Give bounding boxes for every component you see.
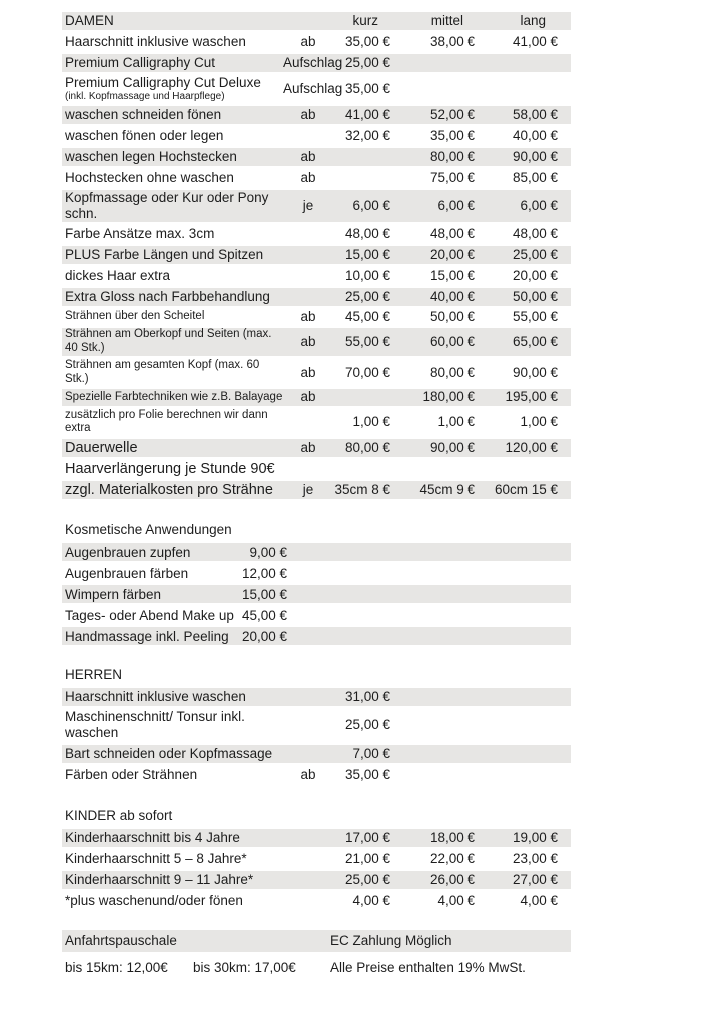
price-lang: 41,00 € <box>512 33 558 49</box>
price-kurz: 41,00 € <box>344 106 390 122</box>
price-qualifier: ab <box>300 106 316 122</box>
price-mittel: 20,00 € <box>429 246 475 262</box>
price-kurz: 35,00 € <box>344 80 390 96</box>
price-row <box>62 359 571 390</box>
price-qualifier: ab <box>300 169 316 185</box>
price-mittel: 6,00 € <box>437 197 475 213</box>
service-label: Maschinenschnitt/ Tonsur inkl. waschen <box>65 709 245 741</box>
price: 15,00 € <box>241 586 287 602</box>
service-label: Kinderhaarschnitt bis 4 Jahre <box>65 829 240 845</box>
price-lang: 85,00 € <box>512 169 558 185</box>
price-kurz: 10,00 € <box>344 267 390 283</box>
price-lang: 25,00 € <box>512 246 558 262</box>
price-lang: 20,00 € <box>512 267 558 283</box>
price-lang: 120,00 € <box>505 440 558 456</box>
service-label: waschen schneiden fönen <box>65 106 222 122</box>
price-row <box>62 309 571 328</box>
price-mittel: 50,00 € <box>429 309 475 325</box>
footer-header-row <box>62 930 571 955</box>
price-qualifier: Aufschlag <box>283 54 343 70</box>
price-mittel: 60,00 € <box>429 333 475 349</box>
price-qualifier: ab <box>300 148 316 164</box>
service-label: Farbe Ansätze max. 3cm <box>65 225 215 241</box>
price-row <box>62 766 571 787</box>
price-row <box>62 564 571 585</box>
section-title-herren: HERREN <box>65 667 123 683</box>
service-label: Strähnen über den Scheitel <box>65 310 205 323</box>
damen-header-row <box>62 12 571 33</box>
price-row <box>62 409 571 440</box>
kosmetik-rows <box>62 543 571 648</box>
price-row <box>62 829 571 850</box>
vat-note: Alle Preise enthalten 19% MwSt. <box>330 960 526 976</box>
price-row <box>62 606 571 627</box>
price-row <box>62 328 571 359</box>
service-label: dickes Haar extra <box>65 267 171 283</box>
price-row <box>62 543 571 564</box>
price-kurz: 1,00 € <box>352 414 390 430</box>
service-label: Haarschnitt inklusive waschen <box>65 33 246 49</box>
service-label-main: Premium Calligraphy Cut Deluxe <box>65 75 261 90</box>
price-kurz: 35cm 8 € <box>334 482 390 498</box>
price: 45,00 € <box>241 607 287 623</box>
price-row <box>62 627 571 648</box>
service-label: Färben oder Strähnen <box>65 766 198 782</box>
service-label: Tages- oder Abend Make up <box>65 607 234 623</box>
price-row <box>62 288 571 309</box>
service-label: Wimpern färben <box>65 586 162 602</box>
price-kurz: 48,00 € <box>344 225 390 241</box>
price-kurz: 31,00 € <box>344 689 390 705</box>
price-kurz: 15,00 € <box>344 246 390 262</box>
kinder-section <box>62 805 571 913</box>
price: 20,00 € <box>241 628 287 644</box>
price-kurz: 35,00 € <box>344 766 390 782</box>
section-title-kosmetik: Kosmetische Anwendungen <box>65 522 232 538</box>
price-lang: 6,00 € <box>520 197 558 213</box>
price-row <box>62 688 571 709</box>
price-kurz: 7,00 € <box>352 745 390 761</box>
footer-note-row <box>62 955 571 981</box>
price-kurz: 32,00 € <box>344 127 390 143</box>
col-header-mittel: mittel <box>430 12 463 28</box>
price-qualifier: Aufschlag <box>283 80 343 96</box>
service-label: Handmassage inkl. Peeling <box>65 628 229 644</box>
price-lang: 60cm 15 € <box>494 482 558 498</box>
service-label: Dauerwelle <box>65 439 138 456</box>
herren-rows <box>62 688 571 786</box>
travel-zone-a: bis 15km: 12,00€ <box>65 960 168 976</box>
service-label: PLUS Farbe Längen und Spitzen <box>65 246 264 262</box>
price-row <box>62 871 571 892</box>
price-row <box>62 709 571 744</box>
price-lang: 48,00 € <box>512 225 558 241</box>
ec-payment-label: EC Zahlung Möglich <box>330 933 452 949</box>
herren-section <box>62 664 571 786</box>
price-kurz: 17,00 € <box>344 829 390 845</box>
price-kurz: 35,00 € <box>344 33 390 49</box>
price-lang: 1,00 € <box>520 414 558 430</box>
service-label: waschen legen Hochstecken <box>65 148 237 164</box>
price-mittel: 4,00 € <box>437 892 475 908</box>
price-mittel: 40,00 € <box>429 288 475 304</box>
service-label: Hochstecken ohne waschen <box>65 169 234 185</box>
price-qualifier: ab <box>300 33 316 49</box>
service-label: Kopfmassage oder Kur oder Pony schn. <box>65 189 269 221</box>
service-label-note: (inkl. Kopfmassage und Haarpflege) <box>65 91 225 103</box>
price-kurz: 25,00 € <box>344 54 390 70</box>
service-label: Kinderhaarschnitt 5 – 8 Jahre* <box>65 850 247 866</box>
price-mittel: 52,00 € <box>429 106 475 122</box>
price-row <box>62 481 571 502</box>
price-lang: 90,00 € <box>512 148 558 164</box>
price-kurz: 25,00 € <box>344 288 390 304</box>
price-lang: 50,00 € <box>512 288 558 304</box>
kinder-rows <box>62 829 571 913</box>
kosmetik-section <box>62 519 571 648</box>
price-lang: 19,00 € <box>512 829 558 845</box>
price-mittel: 1,00 € <box>437 414 475 430</box>
price-row <box>62 106 571 127</box>
service-label: Extra Gloss nach Farbbehandlung <box>65 288 270 304</box>
price-lang: 4,00 € <box>520 892 558 908</box>
service-label <box>62 75 283 103</box>
service-label: Augenbrauen färben <box>65 565 189 581</box>
service-label: Haarschnitt inklusive waschen <box>65 689 246 705</box>
price-row <box>62 127 571 148</box>
price-mittel: 80,00 € <box>429 364 475 380</box>
price-qualifier: ab <box>300 333 316 349</box>
service-label: zusätzlich pro Folie berechnen wir dann extra <box>65 408 268 435</box>
price-kurz: 70,00 € <box>344 364 390 380</box>
price-row <box>62 190 571 225</box>
price-row <box>62 246 571 267</box>
price: 12,00 € <box>241 565 287 581</box>
price-row <box>62 54 571 75</box>
service-label: Kinderhaarschnitt 9 – 11 Jahre* <box>65 871 254 887</box>
travel-fee-title: Anfahrtspauschale <box>65 933 177 949</box>
price-kurz: 45,00 € <box>344 309 390 325</box>
service-label: Spezielle Farbtechniken wie z.B. Balayage <box>65 390 283 403</box>
price-mittel: 35,00 € <box>429 127 475 143</box>
price-kurz: 25,00 € <box>344 871 390 887</box>
service-label: waschen fönen oder legen <box>65 127 224 143</box>
price-kurz: 55,00 € <box>344 333 390 349</box>
price-qualifier: ab <box>300 389 316 405</box>
price-kurz: 4,00 € <box>352 892 390 908</box>
price-kurz: 6,00 € <box>352 197 390 213</box>
price-row <box>62 148 571 169</box>
price-mittel: 90,00 € <box>429 440 475 456</box>
price-mittel: 45cm 9 € <box>419 482 475 498</box>
damen-rows <box>62 33 571 502</box>
price-kurz: 80,00 € <box>344 440 390 456</box>
col-header-kurz: kurz <box>352 12 378 28</box>
price-row <box>62 267 571 288</box>
travel-zone-b: bis 30km: 17,00€ <box>193 960 296 976</box>
price-mittel: 26,00 € <box>429 871 475 887</box>
footer-section <box>62 930 571 981</box>
price-row <box>62 169 571 190</box>
service-label: *plus waschenund/oder fönen <box>65 892 243 908</box>
col-header-lang: lang <box>520 12 546 28</box>
service-label: Strähnen am gesamten Kopf (max. 60 Stk.) <box>65 358 260 385</box>
price-qualifier: ab <box>300 440 316 456</box>
price-mittel: 22,00 € <box>429 850 475 866</box>
price-row <box>62 33 571 54</box>
service-label: Premium Calligraphy Cut <box>65 54 216 70</box>
service-label: Bart schneiden oder Kopfmassage <box>65 745 273 761</box>
price-row <box>62 225 571 246</box>
price-lang: 40,00 € <box>512 127 558 143</box>
price-mittel: 38,00 € <box>429 33 475 49</box>
price-row <box>62 439 571 460</box>
price-qualifier: ab <box>300 766 316 782</box>
price: 9,00 € <box>249 544 287 560</box>
price-mittel: 180,00 € <box>422 389 475 405</box>
price-row <box>62 850 571 871</box>
price-row <box>62 745 571 766</box>
service-label: zzgl. Materialkosten pro Strähne <box>65 481 273 498</box>
price-lang: 27,00 € <box>512 871 558 887</box>
section-title-kinder: KINDER ab sofort <box>65 807 173 823</box>
price-lang: 55,00 € <box>512 309 558 325</box>
service-label: Augenbrauen zupfen <box>65 544 191 560</box>
price-kurz: 21,00 € <box>344 850 390 866</box>
price-row <box>62 389 571 408</box>
price-lang: 65,00 € <box>512 333 558 349</box>
price-kurz: 25,00 € <box>344 717 390 733</box>
price-row <box>62 75 571 106</box>
price-row <box>62 460 571 481</box>
price-lang: 58,00 € <box>512 106 558 122</box>
price-row <box>62 585 571 606</box>
price-lang: 90,00 € <box>512 364 558 380</box>
section-title-damen: DAMEN <box>65 12 114 28</box>
price-qualifier: ab <box>300 364 316 380</box>
price-mittel: 80,00 € <box>429 148 475 164</box>
service-label: Haarverlängerung je Stunde 90€ <box>65 460 275 477</box>
damen-section <box>62 12 571 502</box>
price-mittel: 18,00 € <box>429 829 475 845</box>
price-mittel: 48,00 € <box>429 225 475 241</box>
price-row <box>62 892 571 913</box>
service-label: Strähnen am Oberkopf und Seiten (max. 40 Stk.) <box>65 328 272 355</box>
price-lang: 23,00 € <box>512 850 558 866</box>
price-qualifier: ab <box>300 309 316 325</box>
price-qualifier: je <box>302 482 314 498</box>
price-mittel: 75,00 € <box>429 169 475 185</box>
price-mittel: 15,00 € <box>429 267 475 283</box>
price-qualifier: je <box>302 197 314 213</box>
price-lang: 195,00 € <box>505 389 558 405</box>
